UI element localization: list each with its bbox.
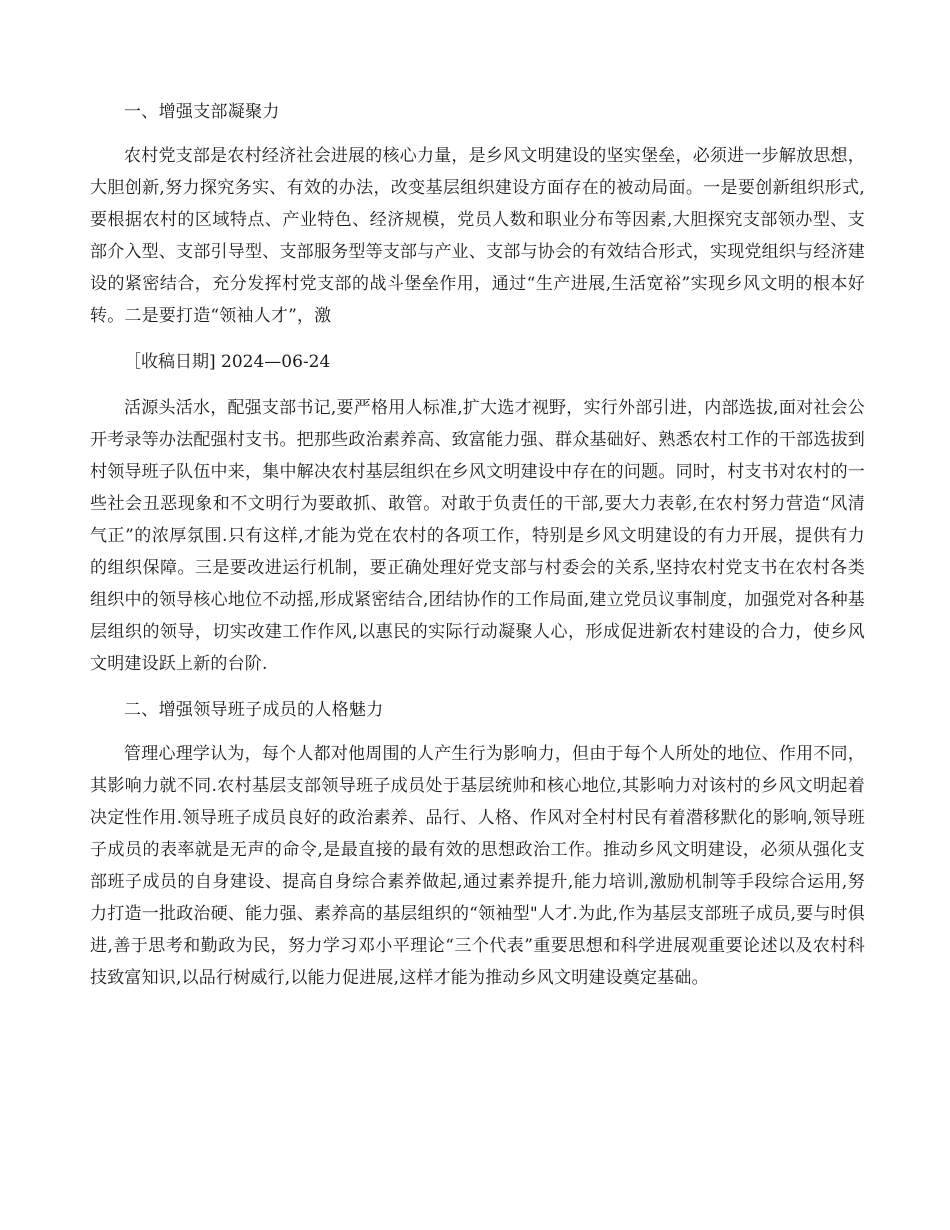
document-page: [90, 96, 865, 994]
section-1-paragraph-1: 农村党支部是农村经济社会进展的核心力量，是乡风文明建设的坚实堡垒，必须进一步解放思想，大胆创新,努力探究务实、有效的办法，改变基层组织建设方面存在的被动局面。一是要创新组织形式,要根据农村的区域特点、产业特色、经济规模，党员人数和职业分布等因素,大胆探究支部领办型、支部介入型、支部引导型、支部服务型等支部与产业、支部与协会的有效结合形式，实现党组织与经济建设的紧密结合，充分发挥村党支部的战斗堡垒作用，通过“生产进展,生活宽裕”实现乡风文明的根本好转。二是要打造“领袖人才”，激: [90, 146, 865, 326]
section-1-paragraph-2: 活源头活水，配强支部书记,要严格用人标准,扩大选才视野，实行外部引进，内部选拔,面对社会公开考录等办法配强村支书。把那些政治素养高、致富能力强、群众基础好、熟悉农村工作的干部选拔到村领导班子队伍中来，集中解决农村基层组织在乡风文明建设中存在的问题。同时，村支书对农村的一些社会丑恶现象和不文明行为要敢抓、敢管。对敢于负责任的干部,要大力表彰,在农村努力营造“风清气正”的浓厚氛围.只有这样,才能为党在农村的各项工作，特别是乡风文明建设的有力开展，提供有力的组织保障。三是要改进运行机制，要正确处理好党支部与村委会的关系,坚持农村党支书在农村各类组织中的领导核心地位不动摇,形成紧密结合,团结协作的工作局面,建立党员议事制度，加强党对各种基层组织的领导，切实改建工作作风,以惠民的实际行动凝聚人心，形成促进新农村建设的合力，使乡风文明建设跃上新的台阶.: [90, 398, 865, 674]
section-2-heading: 二、增强领导班子成员的人格魅力: [124, 700, 384, 720]
section-1-heading: 一、增强支部凝聚力: [124, 102, 280, 122]
section-2-paragraph-1: 管理心理学认为，每个人都对他周围的人产生行为影响力，但由于每个人所处的地位、作用不同，其影响力就不同.农村基层支部领导班子成员处于基层统帅和核心地位,其影响力对该村的乡风文明起着决定性作用.领导班子成员良好的政治素养、品行、人格、作风对全村村民有着潜移默化的影响,领导班子成员的表率就是无声的命令,是最直接的最有效的思想政治工作。推动乡风文明建设，必须从强化支部班子成员的自身建设、提高自身综合素养做起,通过素养提升,能力培训,激励机制等手段综合运用,努力打造一批政治硬、能力强、素养高的基层组织的“领袖型"人才.为此,作为基层支部班子成员,要与时俱进,善于思考和勤政为民，努力学习邓小平理论“三个代表”重要思想和科学进展观重要论述以及农村科技致富知识,以品行树威行,以能力促进展,这样才能为推动乡风文明建设奠定基础。: [90, 744, 865, 988]
received-date: ［收稿日期] 2024—06-24: [124, 352, 331, 372]
